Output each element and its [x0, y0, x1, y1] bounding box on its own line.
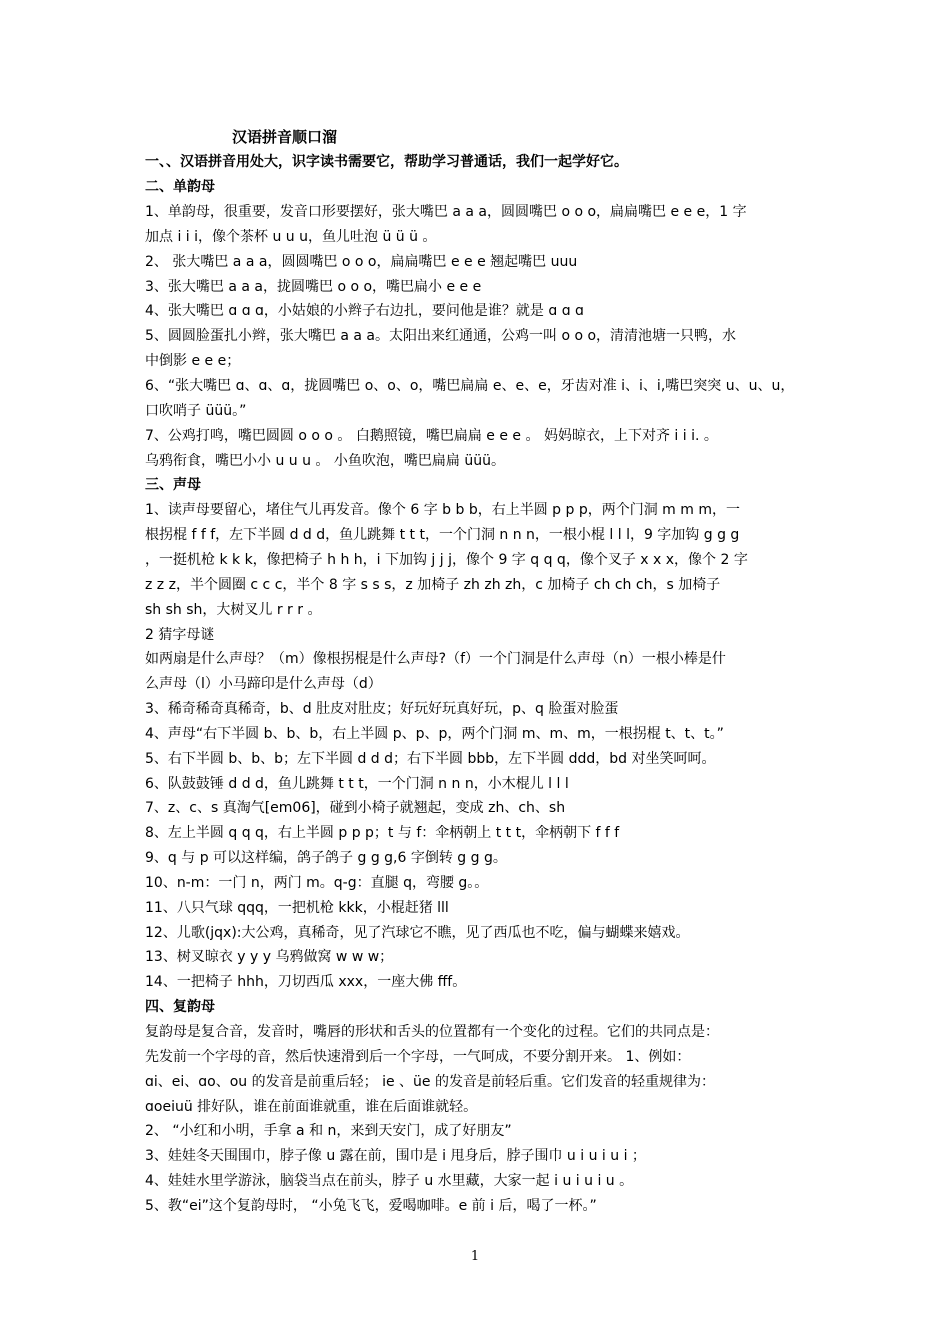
text-line: 10、n-m：一门 n，两门 m。q-g：直腿 q，弯腰 g。。 — [145, 875, 489, 891]
text-line: 中倒影 e e e； — [145, 353, 241, 369]
text-line: 3、娃娃冬天围围巾，脖子像 u 露在前，围巾是 i 甩身后，脖子围巾 u i u i u i ； — [145, 1148, 646, 1164]
text-line: 5、教“ei”这个复韵母时， “小兔飞飞，爱喝咖啡。e 前 i 后，喝了一杯。” — [145, 1198, 597, 1214]
text-line: 8、左上半圆 q q q，右上半圆 p p p；t 与 f：伞柄朝上 t t t，伞柄朝下 f f f — [145, 825, 620, 841]
section-heading-initials: 三、声母 — [145, 477, 201, 493]
text-line: 1、单韵母，很重要，发音口形要摆好，张大嘴巴 a a a，圆圆嘴巴 o o o，扁扁嘴巴 e e e，1 字 — [145, 204, 747, 220]
text-line: 2 猜字母谜 — [145, 627, 215, 643]
text-line: 12、儿歌(jqx):大公鸡，真稀奇，见了汽球它不瞧，见了西瓜也不吃，偏与蝴蝶来嬉戏。 — [145, 925, 690, 941]
text-line: 6、“张大嘴巴 ɑ、ɑ、ɑ，拢圆嘴巴 o、o、o，嘴巴扁扁 e、e、e，牙齿对准 i、i、i,嘴巴突突 u、u、u， — [145, 378, 795, 394]
text-line: 根拐棍 f f f，左下半圆 d d d，鱼儿跳舞 t t t，一个门洞 n n n，一根小棍 l l l，9 字加钩 g g g — [145, 527, 740, 543]
text-line: 6、队鼓鼓锤 d d d，鱼儿跳舞 t t t，一个门洞 n n n，小木棍儿 l l l — [145, 776, 569, 792]
text-line: ，一挺机枪 k k k，像把椅子 h h h，i 下加钩 j j j，像个 9 字 q q q，像个叉子 x x x，像个 2 字 — [145, 552, 748, 568]
text-line: ɑoeiuü 排好队，谁在前面谁就重，谁在后面谁就轻。 — [145, 1099, 478, 1115]
text-line: 加点 i i i，像个茶杯 u u u，鱼儿吐泡 ü ü ü 。 — [145, 229, 437, 245]
text-line: 7、z、c、s 真淘气[em06]，碰到小椅子就翘起，变成 zh、ch、sh — [145, 800, 566, 816]
text-line: 2、 张大嘴巴 a a a，圆圆嘴巴 o o o，扁扁嘴巴 e e e 翘起嘴巴 uuu — [145, 254, 578, 270]
text-line: 2、 “小红和小明，手拿 a 和 n，来到天安门，成了好朋友” — [145, 1123, 512, 1139]
text-line: 么声母（l）小马蹄印是什么声母（d） — [145, 676, 382, 692]
text-line: 11、八只气球 qqq，一把机枪 kkk，小棍赶猪 lll — [145, 900, 449, 916]
text-line: 口吹哨子 üüü。” — [145, 403, 247, 419]
text-line: 复韵母是复合音，发音时，嘴唇的形状和舌头的位置都有一个变化的过程。它们的共同点是： — [145, 1024, 719, 1040]
text-line: 7、公鸡打鸣，嘴巴圆圆 o o o 。 白鹅照镜，嘴巴扁扁 e e e 。 妈妈晾衣，上下对齐 i i i. 。 — [145, 428, 718, 444]
text-line: ɑi、ei、ɑo、ou 的发音是前重后轻； ie 、üe 的发音是前轻后重。它们发音的轻重规律为： — [145, 1074, 715, 1090]
section-heading-single-finals: 二、单韵母 — [145, 179, 215, 195]
text-line: sh sh sh，大树叉儿 r r r 。 — [145, 602, 322, 618]
text-line: 如两扇是什么声母？（m）像根拐棍是什么声母?（f）一个门洞是什么声母（n）一根小棒是什 — [145, 651, 726, 667]
text-line: 4、张大嘴巴 ɑ ɑ ɑ，小姑娘的小辫子右边扎，要问他是谁？就是 ɑ ɑ ɑ — [145, 303, 584, 319]
text-line: 3、张大嘴巴 a a a，拢圆嘴巴 o o o，嘴巴扁小 e e e — [145, 279, 482, 295]
text-line: z z z，半个圆圈 c c c，半个 8 字 s s s，z 加椅子 zh zh zh，c 加椅子 ch ch ch，s 加椅子 — [145, 577, 721, 593]
document-title: 汉语拼音顺口溜 — [232, 128, 338, 146]
intro-heading: 一、、汉语拼音用处大，识字读书需要它，帮助学习普通话，我们一起学好它。 — [145, 154, 628, 170]
text-line: 14、一把椅子 hhh，刀切西瓜 xxx，一座大佛 fff。 — [145, 974, 467, 990]
text-line: 乌鸦衔食，嘴巴小小 u u u 。 小鱼吹泡，嘴巴扁扁 üüü。 — [145, 453, 505, 469]
text-line: 先发前一个字母的音，然后快速滑到后一个字母，一气呵成，不要分割开来。 1、例如： — [145, 1049, 691, 1065]
text-line: 1、读声母要留心，堵住气儿再发音。像个 6 字 b b b，右上半圆 p p p，两个门洞 m m m，一 — [145, 502, 740, 518]
text-line: 9、q 与 p 可以这样编，鸽子鸽子 g g g,6 字倒转 g g g。 — [145, 850, 507, 866]
text-line: 4、声母“右下半圆 b、b、b，右上半圆 p、p、p，两个门洞 m、m、m，一根拐棍 t、t、t。” — [145, 726, 724, 742]
page-number: 1 — [470, 1249, 480, 1264]
text-line: 3、稀奇稀奇真稀奇，b、d 肚皮对肚皮；好玩好玩真好玩，p、q 脸蛋对脸蛋 — [145, 701, 619, 717]
section-heading-compound-finals: 四、复韵母 — [145, 999, 215, 1015]
text-line: 5、右下半圆 b、b、b；左下半圆 d d d；右下半圆 bbb，左下半圆 ddd，bd 对坐笑呵呵。 — [145, 751, 716, 767]
text-line: 5、圆圆脸蛋扎小辫，张大嘴巴 a a a。太阳出来红通通，公鸡一叫 o o o，清清池塘一只鸭，水 — [145, 328, 737, 344]
text-line: 4、娃娃水里学游泳，脑袋当点在前头，脖子 u 水里藏，大家一起 i u i u i u 。 — [145, 1173, 634, 1189]
text-line: 13、树叉晾衣 y y y 乌鸦做窝 w w w； — [145, 949, 394, 965]
